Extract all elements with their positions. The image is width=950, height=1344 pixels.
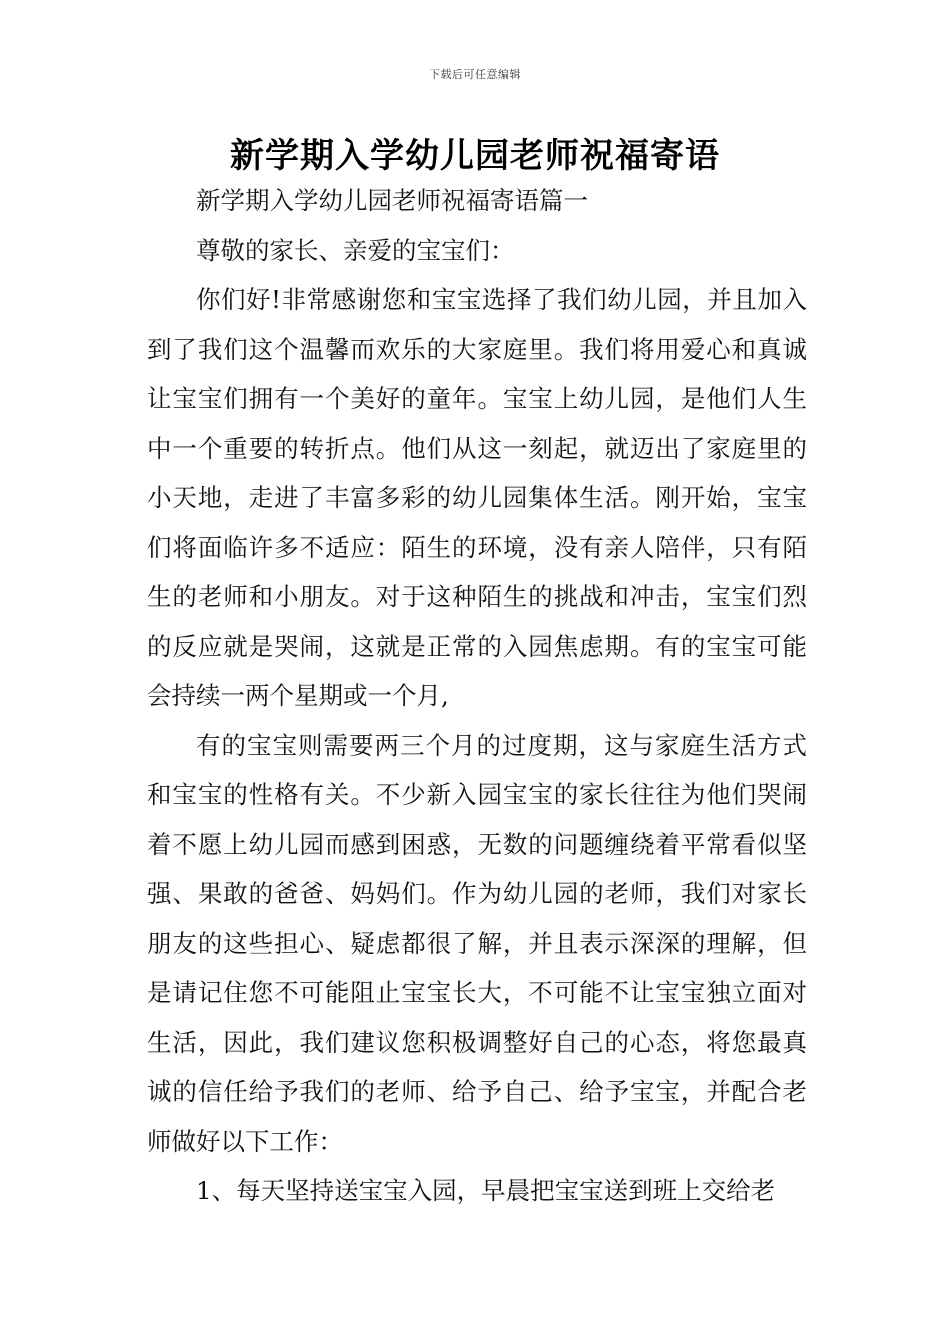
document-title: 新学期入学幼儿园老师祝福寄语	[230, 136, 720, 176]
header-note: 下载后可任意编辑	[429, 68, 521, 81]
list-item: 1、每天坚持送宝宝入园，早晨把宝宝送到班上交给老	[196, 1176, 776, 1205]
body-paragraph: 有的宝宝则需要两三个月的过度期，这与家庭生活方式和宝宝的性格有关。不少新入园宝宝的家长往往为他们哭闹着不愿上幼儿园而感到困惑，无数的问题缠绕着平常看似坚强、果敢的爸爸、妈妈们。作为幼儿园的老师，我们对家长朋友的这些担心、疑虑都很了解，并且表示深深的理解，但是请记住您不可能阻止宝宝长大，不可能不让宝宝独立面对生活，因此，我们建议您积极调整好自己的心态，将您最真诚的信任给予我们的老师、给予自己、给予宝宝，并配合老师做好以下工作：	[147, 730, 807, 1156]
document-body	[147, 176, 807, 1216]
salutation: 尊敬的家长、亲爱的宝宝们：	[196, 235, 515, 265]
body-paragraph: 你们好!非常感谢您和宝宝选择了我们幼儿园，并且加入到了我们这个温馨而欢乐的大家庭里。我们将用爱心和真诚让宝宝们拥有一个美好的童年。宝宝上幼儿园，是他们人生中一个重要的转折点。他们从这一刻起，就迈出了家庭里的小天地，走进了丰富多彩的幼儿园集体生活。刚开始，宝宝们将面临许多不适应：陌生的环境，没有亲人陪伴，只有陌生的老师和小朋友。对于这种陌生的挑战和冲击，宝宝们烈的反应就是哭闹，这就是正常的入园焦虑期。有的宝宝可能会持续一两个星期或一个月,	[147, 285, 807, 710]
section-heading: 新学期入学幼儿园老师祝福寄语篇一	[196, 186, 588, 215]
